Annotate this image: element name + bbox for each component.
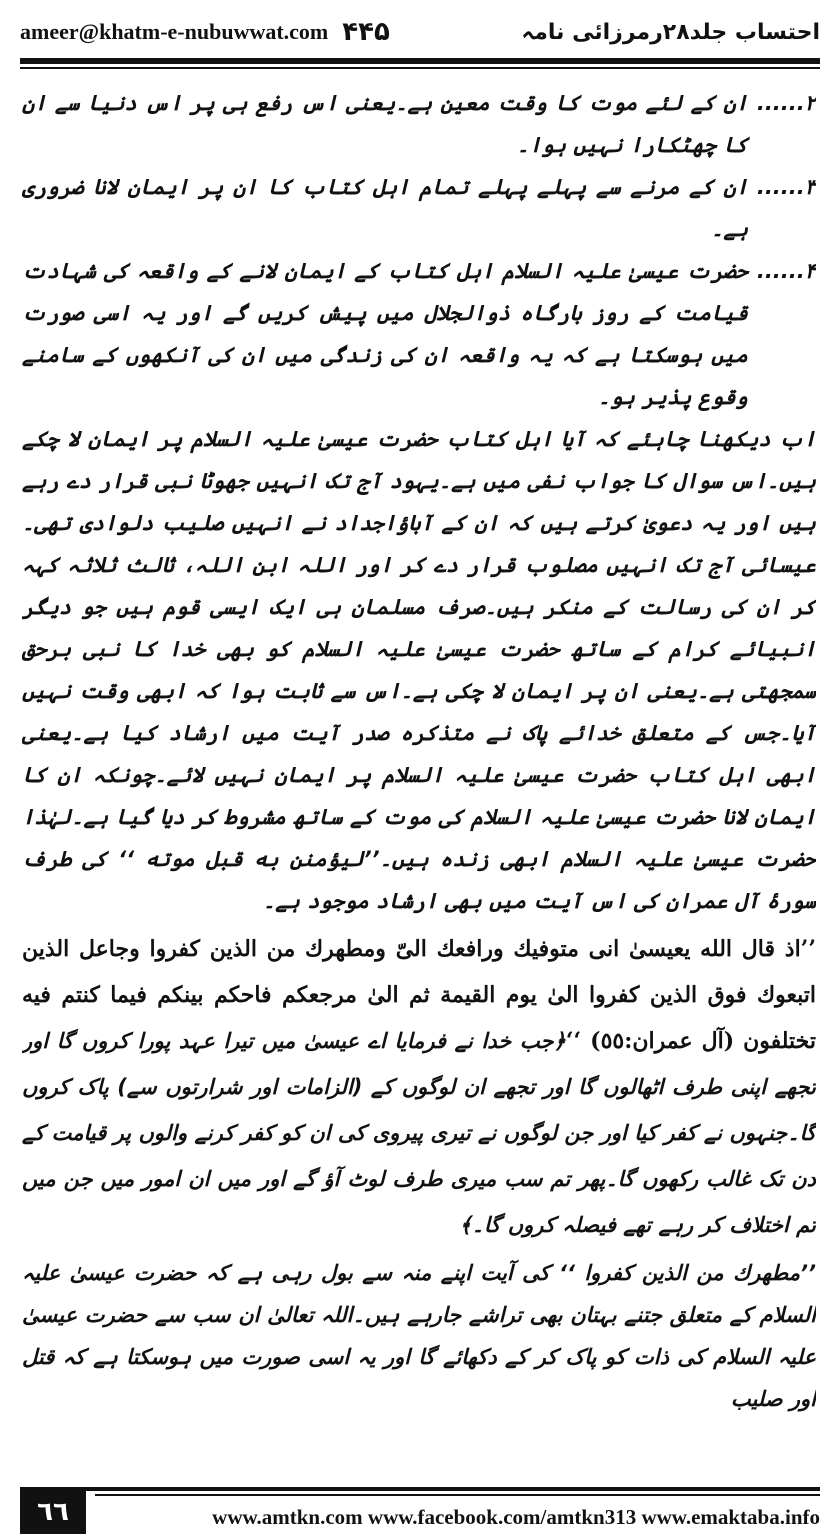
list-item-number: ۴...... xyxy=(756,259,816,283)
body-paragraph-1: اب دیکھنا چاہئے کہ آیا اہل کتاب حضرت عیسیٰ علیہ السلام پر ایمان لا چکے ہیں۔اس سوال کا جواب نفی میں ہے۔یہود آج تک انہیں جھوٹا نبی قرار دے رہے ہیں اور یہ دعویٰ کرتے ہیں کہ ان کے آباؤاجداد نے انہیں صلیب دلوادی تھی۔عیسائی آج تک انہیں مصلوب قرار دے کر اور اللہ ابن اللہ، ثالث ثلاثہ کہہ کر ان کی رسالت کے منکر ہیں۔صرف مسلمان ہی ایک ایسی قوم ہیں جو دیگر انبیائے کرام کے ساتھ حضرت عیسیٰ علیہ السلام کو بھی خدا کا نبی برحق سمجھتی ہے۔یعنی ان پر ایمان لا چکی ہے۔اس سے ثابت ہوا کہ ابھی وقت نہیں آیا۔جس کے متعلق خدائے پاک نے متذکرہ صدر آیت میں ارشاد کیا ہے۔یعنی ابھی اہل کتاب حضرت عیسیٰ علیہ السلام پر ایمان نہیں لائے۔چونکہ ان کا ایمان لانا حضرت عیسیٰ علیہ السلام کی موت کے ساتھ مشروط کر دیا گیا ہے۔لہٰذا حضرت عیسیٰ علیہ السلام ابھی زندہ ہیں۔’’لیؤمنن به قبل موته ‘‘ کی طرف سورۂ آل عمران کی اس آیت میں بھی ارشاد موجود ہے۔ xyxy=(22,427,816,913)
footer-rule-thin xyxy=(95,1494,820,1496)
header-book-title: احتساب جلد۲۸رمرزائی نامہ xyxy=(521,19,820,45)
arabic-verse-text: ’’اذ قال الله يعيسىٰ انى متوفيك ورافعك الىّ ومطهرك من الذين كفروا وجاعل الذين اتبعوك فوق الذين كفروا الىٰ يوم القيمة ثم الىٰ مرجعكم فاحكم بينكم فيما كنتم فيه تختلفون (آل عمران:٥٥) ‘‘ xyxy=(22,936,816,1054)
header-left xyxy=(20,17,390,47)
body-paragraph-2: ’’مطهرك من الذين كفروا ‘‘ کی آیت اپنے منہ سے بول رہی ہے کہ حضرت عیسیٰ علیہ السلام کے متعلق جتنے بہتان بھی تراشے جارہے ہیں۔اللہ تعالیٰ ان سب سے حضرت عیسیٰ علیہ السلام کی ذات کو پاک کر کے دکھائے گا اور یہ اسی صورت میں ہوسکتا ہے کہ قتل اور صلیب xyxy=(22,1261,816,1411)
list-item-number: ۳...... xyxy=(756,175,816,199)
header-email: ameer@khatm-e-nubuwwat.com xyxy=(20,19,329,44)
list-item-text: حضرت عیسیٰ علیہ السلام اہل کتاب کے ایمان لانے کے واقعہ کی شہادت قیامت کے روز بارگاہ ذوالجلال میں پیش کریں گے اور یہ اسی صورت میں ہوسکتا ہے کہ یہ واقعہ ان کی زندگی میں ان کی آنکھوں کے سامنے وقوع پذیر ہو۔ xyxy=(22,259,748,409)
footer-links[interactable]: www.amtkn.com www.facebook.com/amtkn313 www.emaktaba.info xyxy=(212,1504,820,1529)
footer-page-number: ٦٦ xyxy=(20,1490,86,1534)
list-item xyxy=(22,166,816,250)
list-item-text: ان کے مرنے سے پہلے پہلے تمام اہل کتاب کا ان پر ایمان لانا ضروری ہے۔ xyxy=(22,175,748,241)
verse-translation: ﴿جب خدا نے فرمایا اے عیسیٰ میں تیرا عہد پورا کروں گا اور تجھے اپنی طرف اٹھالوں گا اور تجھے ان لوگوں کے (الزامات اور شرارتوں سے) پاک کروں گا۔جنہوں نے کفر کیا اور جن لوگوں نے تیری پیروی کی ان کو کفر کرنے والوں پر قیامت کے دن تک غالب رکھوں گا۔پھر تم سب میری طرف لوٹ آؤ گے اور میں ان امور میں جن میں تم اختلاف کر رہے تھے فیصلہ کروں گا۔﴾ xyxy=(22,1029,816,1237)
list-item xyxy=(22,82,816,166)
list-item xyxy=(22,250,816,418)
list-item-text: ان کے لئے موت کا وقت معین ہے۔یعنی اس رفع ہی پر اس دنیا سے ان کا چھٹکارا نہیں ہوا۔ xyxy=(22,91,748,157)
header-page-number: ۴۴۵ xyxy=(342,17,390,47)
list-item-number: ۲...... xyxy=(756,91,816,115)
footer-rule-thick xyxy=(20,1487,820,1491)
header-rule-thin xyxy=(20,67,820,69)
page-header xyxy=(20,10,820,54)
page-body xyxy=(22,82,816,1472)
quran-verse xyxy=(22,926,816,1248)
header-rule-thick xyxy=(20,58,820,64)
